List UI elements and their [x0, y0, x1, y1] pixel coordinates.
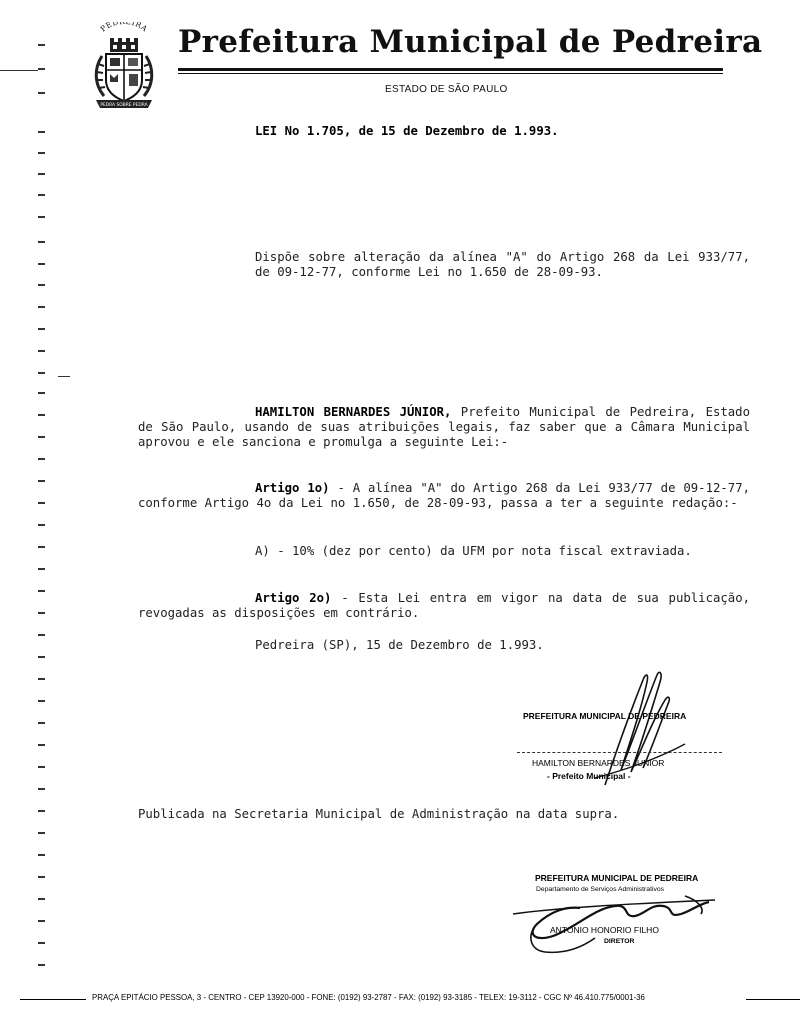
- article-2-label: Artigo 2o): [255, 591, 332, 605]
- director-name: ANTONIO HONORIO FILHO: [550, 925, 659, 935]
- director-signature-icon: [505, 878, 720, 958]
- letterhead-rule-thin: [178, 73, 723, 74]
- mayor-name: HAMILTON BERNARDES JUNIOR: [532, 758, 665, 768]
- footer-address: PRAÇA EPITÁCIO PESSOA, 3 - CENTRO - CEP 13920-000 - FONE: (0192) 93-2787 - FAX: (0192) 93-3185 - TELEX: 19-3112 - CGC Nº 46.410.775/0001-36: [92, 993, 645, 1002]
- director-signature-stamp: PREFEITURA MUNICIPAL DE PEDREIRA: [535, 873, 699, 883]
- svg-text:PEDREIRA: [99, 22, 150, 34]
- article-2: [138, 591, 750, 621]
- municipal-coat-of-arms-icon: [88, 22, 160, 114]
- law-dateline: Pedreira (SP), 15 de Dezembro de 1.993.: [255, 638, 544, 652]
- law-title: LEI No 1.705, de 15 de Dezembro de 1.993.: [255, 124, 559, 138]
- letterhead-state: ESTADO DE SÃO PAULO: [385, 84, 508, 95]
- director-department: Departamento de Serviços Administrativos: [536, 886, 665, 893]
- article-1-label: Artigo 1o): [255, 481, 330, 495]
- mayor-role: - Prefeito Municipal -: [547, 771, 631, 781]
- footer-rule-right: [746, 999, 800, 1000]
- crest-bottom-text: PEDRA SOBRE PEDRA: [100, 103, 148, 109]
- letterhead-title: Prefeitura Municipal de Pedreira: [178, 24, 763, 60]
- mayor-name-inline: HAMILTON BERNARDES JÚNIOR,: [255, 405, 452, 419]
- law-ementa: Dispõe sobre alteração da alínea "A" do Artigo 268 da Lei 933/77, de 09-12-77, conforme Lei no 1.650 de 28-09-93.: [255, 250, 750, 279]
- preamble-text: Prefeito Municipal de Pedreira, Estado de São Paulo, usando de suas atribuições legais, faz saber que a Câmara Municipal aprovou e ele sanciona e promulga a seguinte Lei:-: [138, 405, 750, 449]
- law-preamble: [138, 405, 750, 450]
- publication-note: Publicada na Secretaria Municipal de Administração na data supra.: [138, 807, 620, 821]
- mayor-signature-line: [517, 752, 722, 753]
- article-2-text: - Esta Lei entra em vigor na data de sua publicação, revogadas as disposições em contrário.: [138, 591, 750, 620]
- director-role: DIRETOR: [604, 938, 635, 945]
- article-1: [138, 481, 750, 511]
- article-1-alinea: A) - 10% (dez por cento) da UFM por nota fiscal extraviada.: [255, 544, 692, 558]
- mayor-signature-stamp: PREFEITURA MUNICIPAL DE PEDREIRA: [523, 711, 687, 721]
- letterhead-rule: [178, 68, 723, 71]
- footer-rule-left: [20, 999, 86, 1000]
- article-1-text: - A alínea "A" do Artigo 268 da Lei 933/77 de 09-12-77, conforme Artigo 4o da Lei no 1.650, de 28-09-93, passa a ter a seguinte redação:-: [138, 481, 751, 510]
- crest-top-text: PED IRA: [98, 22, 150, 34]
